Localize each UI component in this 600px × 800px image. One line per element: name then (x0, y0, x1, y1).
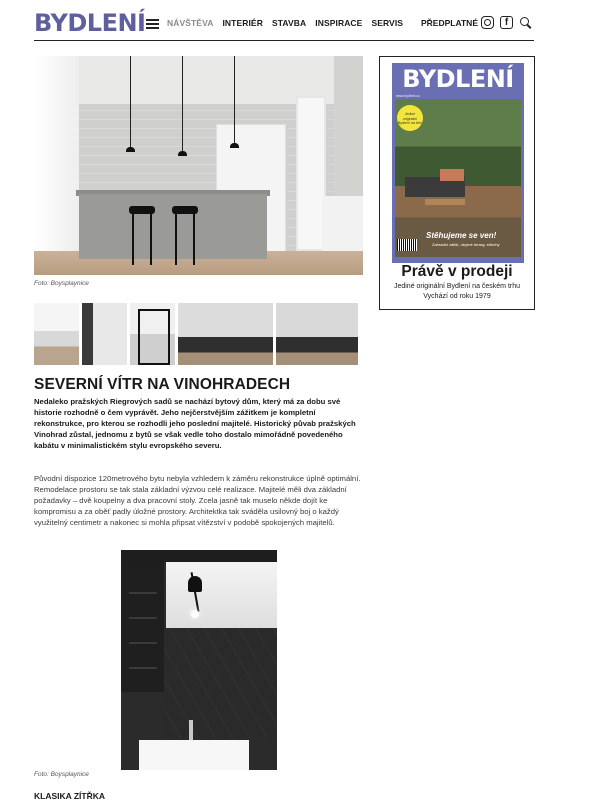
subscribe-link[interactable]: PŘEDPLATNÉ (421, 18, 478, 28)
gallery-thumbnail[interactable] (276, 303, 358, 365)
cover-headline: Stěhujeme se ven! (426, 231, 497, 240)
bathroom-image[interactable] (121, 550, 277, 770)
bathroom-caption: Foto: Boysplaynice (34, 771, 89, 778)
site-header (34, 8, 534, 41)
gallery-thumbnail[interactable] (34, 303, 79, 365)
image-pendant-lamp (234, 56, 235, 144)
gallery-thumbnail[interactable] (178, 303, 273, 365)
facebook-icon[interactable]: f (500, 16, 513, 29)
image-wainscot (322, 196, 363, 256)
gallery-thumbnail[interactable] (130, 303, 175, 365)
promo-line-2: Vychází od roku 1979 (423, 293, 491, 300)
promo-line-1: Jediné originální Bydlení na českém trhu (393, 283, 521, 290)
article-lead: Nedaleko pražských Riegrových sadů se nachází bytový dům, který má za dobu své historie rozhodně o čem vyprávět. Jeho nejčerstvějším zážitkem je kompletní rekonstrukce, pro kterou se rozhodli jeho poslední majitelé. Historický půvab pražských Vinohrad zůstal, jednomu z bytů se však vedle toho dostalo mimořádně povedeného kabátu v minimalistickém stylu evropského severu. (34, 397, 356, 450)
image-pendant-lamp (182, 56, 183, 152)
promo-title: Právě v prodeji (401, 263, 513, 280)
nav-item-navsteva[interactable]: NÁVŠTĚVA (167, 18, 214, 28)
search-icon[interactable] (519, 16, 532, 29)
magazine-cover[interactable] (392, 63, 524, 263)
nav-item-inspirace[interactable]: INSPIRACE (315, 18, 363, 28)
image-faucet (189, 720, 193, 740)
main-nav (167, 18, 403, 28)
image-upper-wall (166, 562, 277, 628)
hamburger-icon[interactable] (146, 19, 159, 29)
magazine-promo[interactable] (379, 56, 535, 310)
image-bulb (191, 610, 199, 618)
cover-barcode (397, 239, 417, 251)
nav-item-servis[interactable]: SERVIS (371, 18, 404, 28)
article-subheading: KLASIKA ZÍTŘKA (34, 791, 105, 800)
gallery-thumbnail[interactable] (82, 303, 127, 365)
image-hex-tiles (164, 628, 277, 738)
nav-item-stavba[interactable]: STAVBA (271, 18, 307, 28)
cover-meta: www.bydleni.cz (396, 94, 420, 98)
nav-item-interier[interactable]: INTERIÉR (222, 18, 263, 28)
site-logo[interactable]: BYDLENÍ (34, 9, 146, 37)
image-window (34, 56, 79, 275)
image-ceiling (121, 550, 277, 562)
image-bar-stool (172, 206, 198, 266)
article-title: SEVERNÍ VÍTR NA VINOHRADECH (34, 376, 291, 393)
gallery-thumbnails (34, 303, 363, 365)
image-pendant-lamp (130, 56, 131, 148)
hero-kitchen-image[interactable] (34, 56, 363, 275)
cover-badge: Jediné originální Bydlení na trhu (397, 105, 423, 131)
image-sink (139, 740, 249, 770)
image-lamp-shade (188, 576, 202, 592)
hero-caption: Foto: Boysplaynice (34, 280, 89, 287)
image-bar-stool (129, 206, 155, 266)
cover-subtitle: Zahradní zátiší, obytné terasy, střechy (432, 242, 500, 247)
image-shelf-niche (121, 562, 164, 692)
article-body: Původní dispozice 120metrového bytu nebyla vzhledem k záměru rekonstrukce úplně optimální. Remodelace prostoru se tak stala základní výzvou celé realizace. Majitelé měli dva základní požadavky – dvě koupelny a dva pracovní stoly. Zcela jasně tak muselo někde dojít ke kompromisu a za oběť padly úložné prostory. Architektka tak sváděla usilovný boj o každý využitelný centimetr a nakonec si mohla připsat vítězství v podobě spokojených majitelů. (34, 474, 361, 527)
instagram-icon[interactable] (481, 16, 494, 29)
cover-logo: BYDLENÍ (402, 65, 514, 93)
